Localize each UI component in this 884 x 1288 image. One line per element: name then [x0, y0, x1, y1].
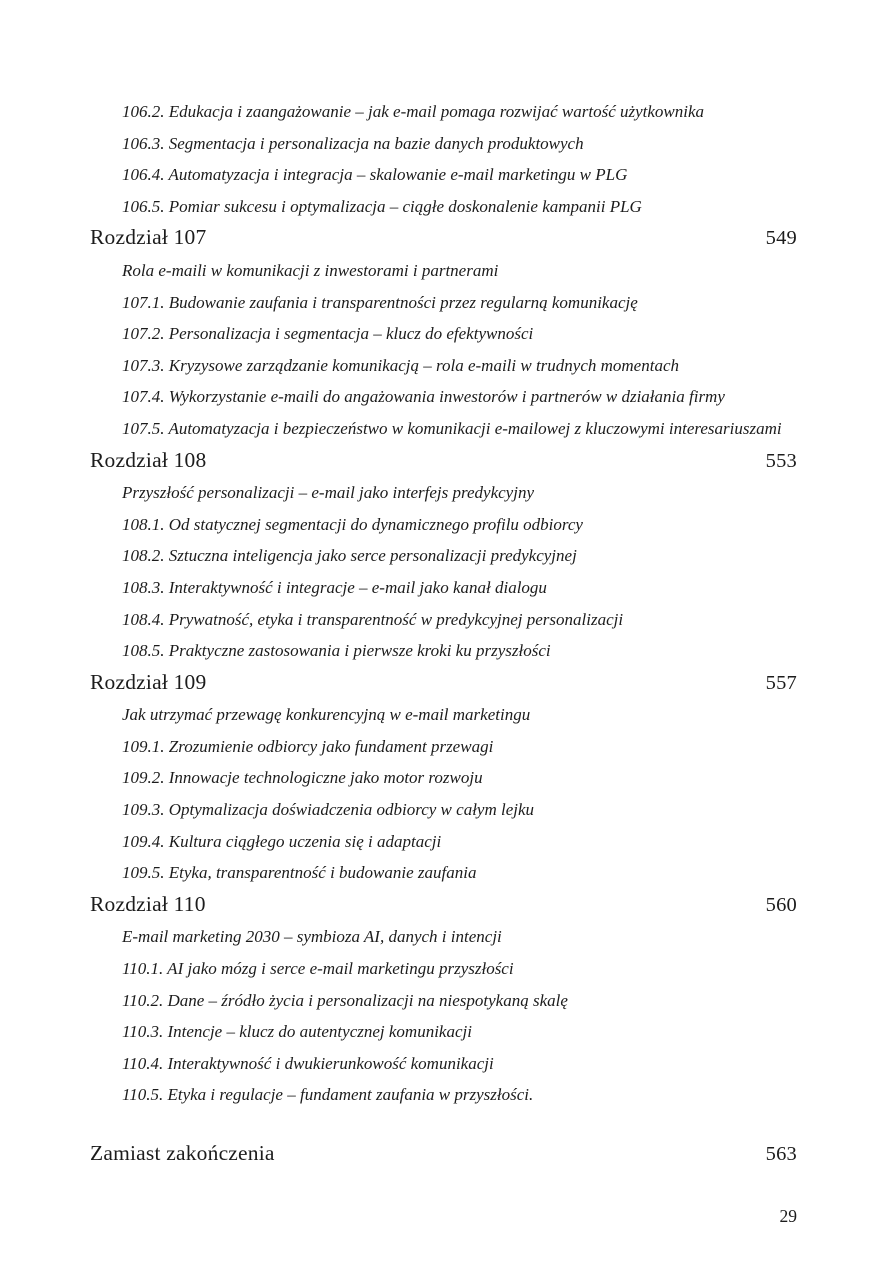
toc-item: 107.4. Wykorzystanie e-maili do angażowania inwestorów i partnerów w działania firmy — [122, 387, 725, 407]
toc-item: 108.4. Prywatność, etyka i transparentność w predykcyjnej personalizacji — [122, 609, 624, 629]
toc-item: 110.5. Etyka i regulacje – fundament zaufania w przyszłości. — [122, 1085, 534, 1105]
chapter-subtitle: E-mail marketing 2030 – symbioza AI, danych i intencji — [122, 927, 502, 947]
chapter-page-number: 557 — [765, 671, 797, 694]
toc-item: 107.5. Automatyzacja i bezpieczeństwo w komunikacji e-mailowej z kluczowymi interesariuszami — [122, 418, 782, 438]
page-number: 29 — [779, 1206, 797, 1226]
toc-item: 106.2. Edukacja i zaangażowanie – jak e-mail pomaga rozwijać wartość użytkownika — [122, 102, 705, 121]
closing-title: Zamiast zakończenia — [90, 1141, 275, 1165]
chapter-title: Rozdział 109 — [90, 669, 207, 694]
toc-item: 108.2. Sztuczna inteligencja jako serce personalizacji predykcyjnej — [122, 546, 577, 566]
toc-item: 107.3. Kryzysowe zarządzanie komunikacją – rola e-maili w trudnych momentach — [122, 355, 679, 375]
chapter-subtitle: Jak utrzymać przewagę konkurencyjną w e-mail marketingu — [122, 705, 531, 725]
chapter-subtitle: Rola e-maili w komunikacji z inwestorami i partnerami — [122, 260, 499, 280]
chapter-page-number: 560 — [765, 893, 797, 916]
toc-item: 110.4. Interaktywność i dwukierunkowość komunikacji — [122, 1053, 494, 1073]
toc-item: 107.2. Personalizacja i segmentacja – klucz do efektywności — [122, 324, 534, 344]
toc-item: 106.4. Automatyzacja i integracja – skalowanie e-mail marketingu w PLG — [122, 165, 628, 185]
toc-item: 109.3. Optymalizacja doświadczenia odbiorcy w całym lejku — [122, 800, 535, 820]
toc-item: 110.1. AI jako mózg i serce e-mail marketingu przyszłości — [122, 959, 514, 979]
chapter-heading-row — [90, 222, 797, 255]
toc-item: 106.5. Pomiar sukcesu i optymalizacja – ciągłe doskonalenie kampanii PLG — [122, 196, 642, 216]
closing-page-number: 563 — [765, 1143, 797, 1165]
toc-item: 108.5. Praktyczne zastosowania i pierwsze kroki ku przyszłości — [122, 641, 551, 661]
toc-item: 110.3. Intencje – klucz do autentycznej komunikacji — [122, 1022, 472, 1042]
chapter-subtitle: Przyszłość personalizacji – e-mail jako interfejs predykcyjny — [122, 483, 535, 503]
chapter-title: Rozdział 108 — [90, 447, 207, 472]
toc-item: 109.2. Innowacje technologiczne jako motor rozwoju — [122, 768, 483, 788]
toc-item: 110.2. Dane – źródło życia i personalizacji na niespotykaną skalę — [122, 990, 568, 1010]
toc-item: 106.3. Segmentacja i personalizacja na bazie danych produktowych — [122, 133, 584, 153]
chapter-title: Rozdział 110 — [90, 891, 206, 916]
toc-item: 109.1. Zrozumienie odbiorcy jako fundament przewagi — [122, 736, 494, 756]
chapter-heading-row — [90, 667, 797, 700]
chapter-page-number: 553 — [765, 449, 797, 472]
closing-heading-row — [90, 1135, 797, 1172]
toc-item: 108.3. Interaktywność i integracje – e-mail jako kanał dialogu — [122, 577, 547, 597]
toc-item: 109.5. Etyka, transparentność i budowanie zaufania — [122, 863, 477, 883]
toc-item: 107.1. Budowanie zaufania i transparentności przez regularną komunikację — [122, 292, 638, 312]
toc-item: 109.4. Kultura ciągłego uczenia się i adaptacji — [122, 831, 442, 851]
chapter-heading-row — [90, 445, 797, 478]
chapter-heading-row — [90, 889, 797, 922]
toc-item: 108.1. Od statycznej segmentacji do dynamicznego profilu odbiorcy — [122, 514, 583, 534]
chapter-title: Rozdział 107 — [90, 225, 207, 250]
chapter-page-number: 549 — [765, 227, 797, 250]
